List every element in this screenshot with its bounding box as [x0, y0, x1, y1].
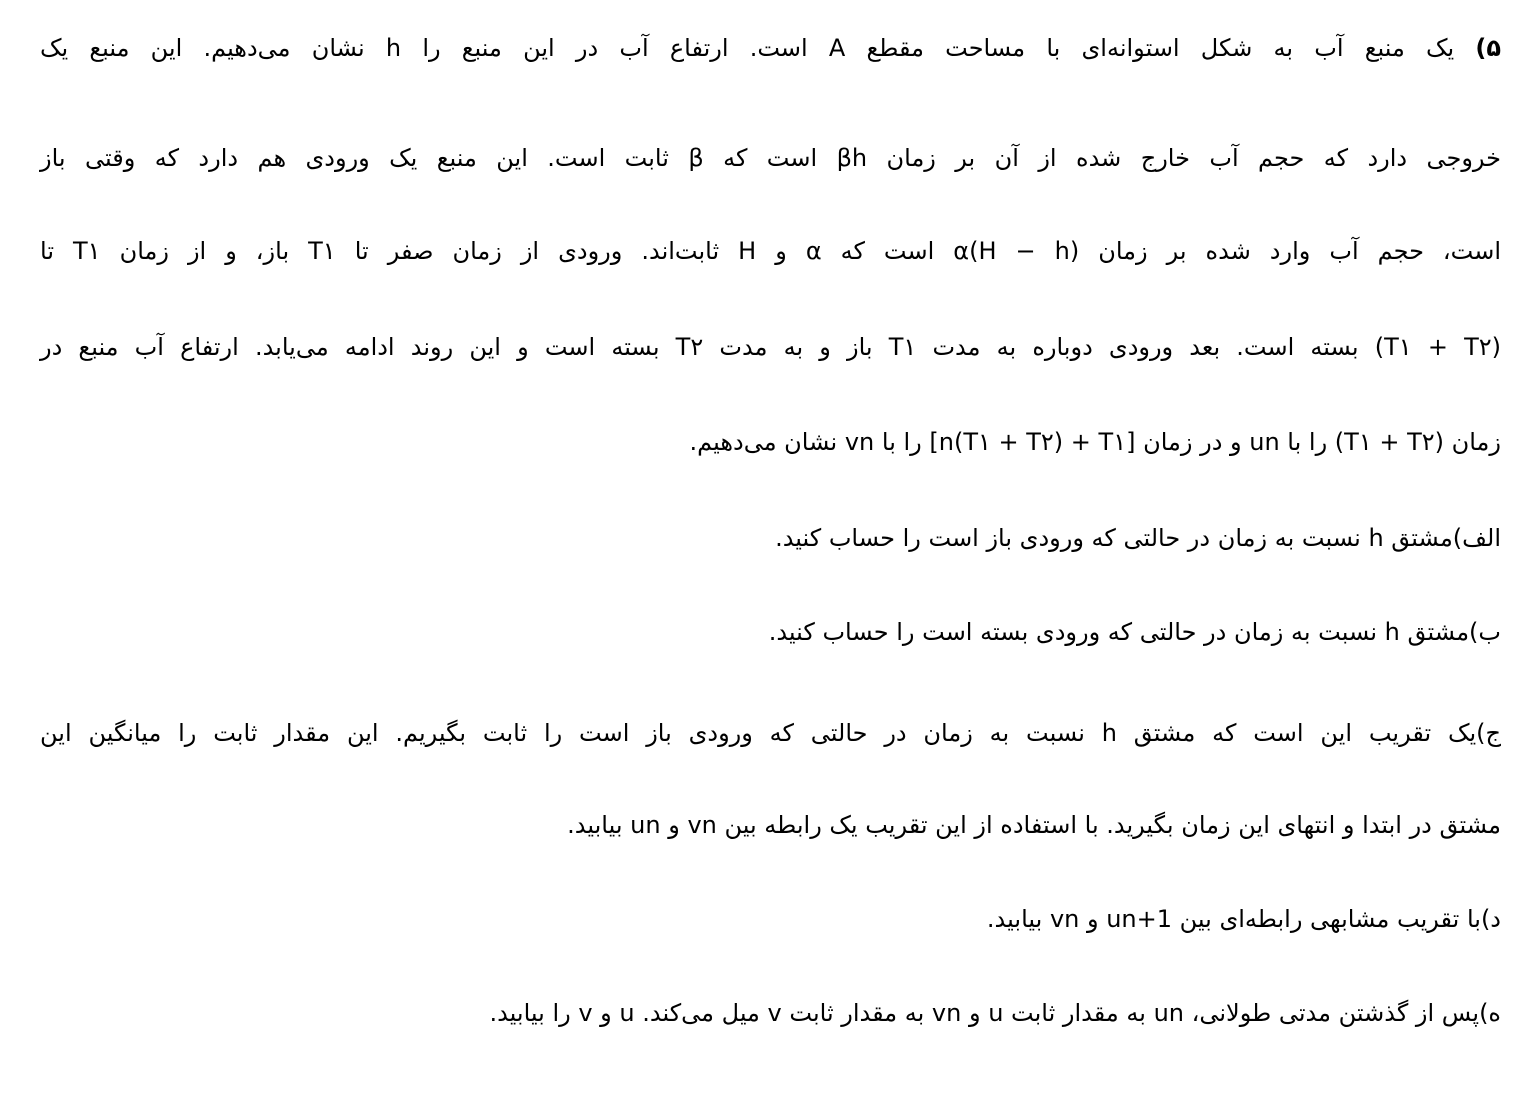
part-he: ه)پس از گذشتن مدتی طولانی، un به مقدار ثابت u و vn به مقدار ثابت v میل می‌کند. u و v را بیابید. [489, 999, 1501, 1027]
part-jim-line-1: ج)یک تقریب این است که مشتق h نسبت به زمان در حالتی که ورودی باز است را ثابت بگیریم. این مقدار ثابت را میانگین این [40, 719, 1501, 747]
part-alef: الف)مشتق h نسبت به زمان در حالتی که ورودی باز است را حساب کنید. [775, 524, 1501, 552]
intro-line-3: است، حجم آب وارد شده بر زمان α(H − h) است که α و H ثابت‌اند. ورودی از زمان صفر تا T۱ باز، و از زمان T۱ تا [40, 237, 1502, 265]
part-be: ب)مشتق h نسبت به زمان در حالتی که ورودی بسته است را حساب کنید. [768, 618, 1501, 646]
intro-line-1-text: یک منبع آب به شکل استوانه‌ای با مساحت مقطع A است. ارتفاع آب در این منبع را h نشان می‌دهیم. این منبع یک [40, 34, 1455, 62]
intro-line-4: (T۱ + T۲) بسته است. بعد ورودی دوباره به مدت T۱ باز و به مدت T۲ بسته است و این روند ادامه می‌یابد. ارتفاع آب منبع در [40, 333, 1501, 361]
part-jim-line-2: مشتق در ابتدا و انتهای این زمان بگیرید. با استفاده از این تقریب یک رابطه بین vn و un بیابید. [567, 811, 1501, 839]
part-dal: د)با تقریب مشابهی رابطه‌ای بین un+1 و vn بیابید. [986, 905, 1501, 933]
problem-number: ۵) [1475, 34, 1501, 62]
intro-line-2: خروجی دارد که حجم آب خارج شده از آن بر زمان βh است که β ثابت است. این منبع یک ورودی هم دارد که وقتی باز [40, 144, 1502, 172]
intro-line-1 [40, 30, 1501, 66]
intro-line-5: زمان (T۱ + T۲) را با un و در زمان [n(T۱ + T۲) + T۱] را با vn نشان می‌دهیم. [689, 428, 1501, 456]
